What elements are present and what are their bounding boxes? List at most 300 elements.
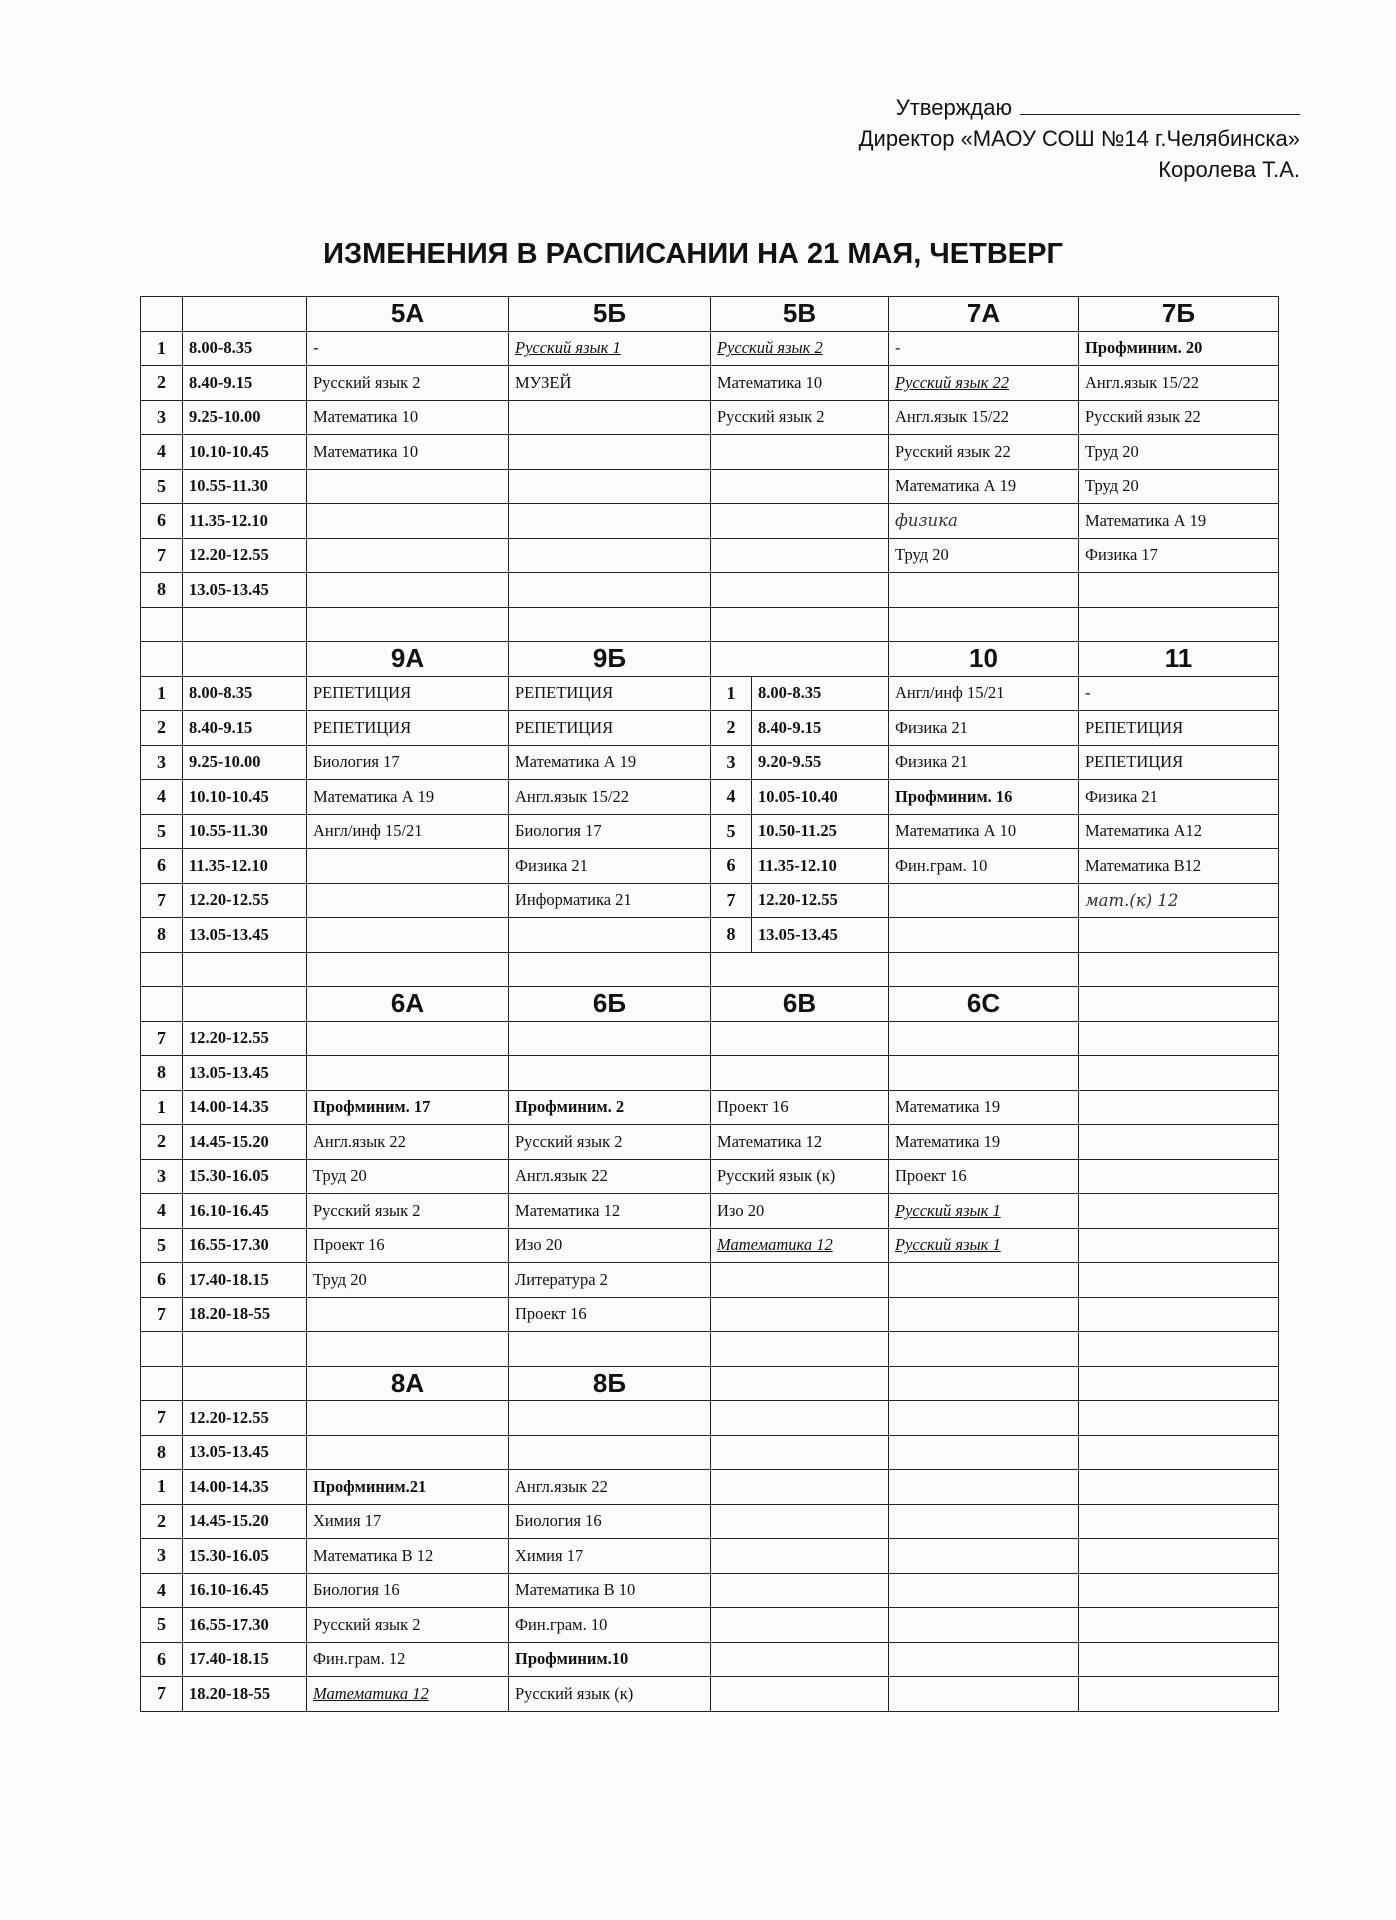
lesson-cell [711, 1297, 889, 1332]
lesson-cell [889, 1677, 1079, 1712]
lesson-time: 14.45-15.20 [183, 1504, 307, 1539]
empty-cell [889, 607, 1079, 642]
class-name: 5Б [509, 297, 711, 332]
lesson-number: 4 [711, 780, 752, 814]
lesson-cell: Проект 16 [889, 1159, 1079, 1194]
lesson-cell: Русский язык 22 [1079, 400, 1279, 435]
class-name: 6В [711, 987, 889, 1022]
lesson-time: 8.40-9.15 [183, 711, 307, 746]
lesson-cell [1079, 1435, 1279, 1470]
lesson-number: 5 [141, 1608, 183, 1643]
lesson-time: 9.25-10.00 [183, 745, 307, 780]
lesson-number: 5 [141, 814, 183, 849]
lesson-cell [711, 1677, 889, 1712]
approval-block [859, 92, 1300, 185]
lesson-cell: Математика 10 [307, 400, 509, 435]
director-name: Королева Т.А. [1158, 157, 1300, 182]
lesson-cell: Математика 12 [509, 1194, 711, 1229]
lesson-cell: Физика 21 [889, 711, 1079, 746]
lesson-cell [889, 1263, 1079, 1298]
lesson-cell: РЕПЕТИЦИЯ [1079, 745, 1279, 780]
lesson-cell [889, 1056, 1079, 1091]
lesson-cell [509, 504, 711, 539]
lesson-number: 1 [141, 331, 183, 366]
lesson-cell [509, 1021, 711, 1056]
lesson-time: 16.10-16.45 [183, 1194, 307, 1229]
class-name: 9А [307, 642, 509, 677]
class-name: 6А [307, 987, 509, 1022]
lesson-number: 1 [141, 676, 183, 711]
lesson-row [141, 745, 1279, 780]
lesson-cell: Профминим. 20 [1079, 331, 1279, 366]
lesson-cell [307, 469, 509, 504]
lesson-time: 9.20-9.55 [758, 752, 822, 772]
lesson-number: 6 [141, 1642, 183, 1677]
blank-cell [183, 1366, 307, 1401]
empty-cell [509, 1332, 711, 1367]
lesson-number: 2 [141, 1504, 183, 1539]
lesson-cell: Физика 21 [889, 745, 1079, 780]
class-name: 7Б [1079, 297, 1279, 332]
empty-cell [711, 952, 889, 987]
lesson-cell: Изо 20 [711, 1194, 889, 1229]
lesson-cell: Англ.язык 15/22 [509, 780, 711, 815]
lesson-cell: Профминим. 2 [509, 1090, 711, 1125]
lesson-row [141, 1504, 1279, 1539]
lesson-number: 1 [711, 677, 752, 711]
lesson-cell: Русский язык (к) [509, 1677, 711, 1712]
lesson-cell [711, 1539, 889, 1574]
lesson-cell [509, 469, 711, 504]
lesson-cell [1079, 1573, 1279, 1608]
lesson-cell: Биология 17 [509, 814, 711, 849]
lesson-cell: Физика 21 [509, 849, 711, 884]
lesson-cell [889, 1435, 1079, 1470]
lesson-number: 8 [711, 918, 752, 952]
lesson-cell: РЕПЕТИЦИЯ [307, 711, 509, 746]
class-name [1079, 987, 1279, 1022]
lesson-row [141, 504, 1279, 539]
lesson-cell: РЕПЕТИЦИЯ [307, 676, 509, 711]
lesson-number: 6 [141, 849, 183, 884]
lesson-cell: Математика В12 [1079, 849, 1279, 884]
lesson-cell [711, 1504, 889, 1539]
lesson-number: 6 [711, 849, 752, 883]
lesson-cell [889, 1608, 1079, 1643]
lesson-number: 5 [711, 815, 752, 849]
lesson-cell: Математика А12 [1079, 814, 1279, 849]
lesson-cell [889, 1021, 1079, 1056]
lesson-cell [889, 883, 1079, 918]
lesson-row [141, 1435, 1279, 1470]
lesson-row [141, 918, 1279, 953]
lesson-cell: Русский язык 2 [711, 331, 889, 366]
lesson-cell: Профминим. 17 [307, 1090, 509, 1125]
lesson-cell: Математика А 19 [307, 780, 509, 815]
class-name [711, 1366, 889, 1401]
lesson-row [141, 538, 1279, 573]
lesson-cell: мат.(к) 12 [1079, 883, 1279, 918]
lesson-number: 4 [141, 435, 183, 470]
blank-cell [183, 642, 307, 677]
lesson-cell: РЕПЕТИЦИЯ [1079, 711, 1279, 746]
spacer-row [141, 952, 1279, 987]
lesson-number: 2 [711, 711, 752, 745]
lesson-time: 12.20-12.55 [183, 1021, 307, 1056]
lesson-row [141, 849, 1279, 884]
lesson-row [141, 366, 1279, 401]
class-name: 5В [711, 297, 889, 332]
lesson-row [141, 1470, 1279, 1505]
lesson-cell [711, 1470, 889, 1505]
lesson-time: 16.55-17.30 [183, 1228, 307, 1263]
lesson-cell [509, 918, 711, 953]
empty-cell [141, 607, 183, 642]
lesson-time: 17.40-18.15 [183, 1263, 307, 1298]
lesson-cell: Англ.язык 15/22 [1079, 366, 1279, 401]
lesson-row [141, 1573, 1279, 1608]
lesson-cell [889, 1470, 1079, 1505]
empty-cell [1079, 1332, 1279, 1367]
blank-cell [183, 987, 307, 1022]
lesson-row [141, 676, 1279, 711]
class-name [889, 1366, 1079, 1401]
title-text: ИЗМЕНЕНИЯ В РАСПИСАНИИ НА 21 МАЯ, ЧЕТВЕРГ [323, 238, 1063, 270]
empty-cell [183, 607, 307, 642]
lesson-number: 3 [141, 400, 183, 435]
lesson-cell [1079, 918, 1279, 953]
lesson-cell [711, 504, 889, 539]
lesson-cell [711, 1056, 889, 1091]
lesson-cell [1079, 1125, 1279, 1160]
lesson-cell: Англ.язык 22 [509, 1470, 711, 1505]
lesson-time: 13.05-13.45 [183, 1056, 307, 1091]
class-name [1079, 1366, 1279, 1401]
lesson-cell [711, 1401, 889, 1436]
lesson-cell: РЕПЕТИЦИЯ [509, 676, 711, 711]
lesson-cell [1079, 1504, 1279, 1539]
lesson-cell: Математика 12 [711, 1125, 889, 1160]
lesson-cell: Проект 16 [711, 1090, 889, 1125]
lesson-number: 7 [141, 1677, 183, 1712]
lesson-time: 18.20-18-55 [183, 1677, 307, 1712]
empty-cell [1079, 607, 1279, 642]
lesson-cell [1079, 1056, 1279, 1091]
lesson-cell: МУЗЕЙ [509, 366, 711, 401]
lesson-time: 12.20-12.55 [183, 1401, 307, 1436]
lesson-cell [307, 883, 509, 918]
lesson-cell [889, 1573, 1079, 1608]
lesson-number: 2 [141, 366, 183, 401]
empty-cell [307, 1332, 509, 1367]
class-header-row [141, 987, 1279, 1022]
lesson-cell [711, 435, 889, 470]
senior-time-cell [711, 676, 889, 711]
lesson-time: 8.40-9.15 [758, 717, 822, 737]
lesson-cell: Физика 17 [1079, 538, 1279, 573]
lesson-number: 8 [141, 1435, 183, 1470]
lesson-cell: Литература 2 [509, 1263, 711, 1298]
lesson-cell [307, 1401, 509, 1436]
senior-time-cell [711, 745, 889, 780]
lesson-row [141, 400, 1279, 435]
lesson-cell [307, 504, 509, 539]
lesson-time: 15.30-16.05 [183, 1159, 307, 1194]
class-name [711, 642, 889, 677]
lesson-cell: - [889, 331, 1079, 366]
empty-cell [889, 1332, 1079, 1367]
lesson-cell: Англ.язык 22 [307, 1125, 509, 1160]
lesson-time: 10.10-10.45 [183, 435, 307, 470]
senior-time-cell [711, 780, 889, 815]
lesson-number: 6 [141, 1263, 183, 1298]
senior-time-cell [711, 849, 889, 884]
lesson-cell: Математика 10 [711, 366, 889, 401]
lesson-cell: Химия 17 [509, 1539, 711, 1574]
lesson-time: 12.20-12.55 [183, 538, 307, 573]
lesson-time: 14.00-14.35 [183, 1470, 307, 1505]
lesson-number: 2 [141, 711, 183, 746]
lesson-cell: Фин.грам. 12 [307, 1642, 509, 1677]
lesson-cell [1079, 573, 1279, 608]
lesson-number: 3 [141, 1159, 183, 1194]
lesson-cell [509, 400, 711, 435]
lesson-cell: Математика А 19 [889, 469, 1079, 504]
lesson-cell: Англ.язык 15/22 [889, 400, 1079, 435]
senior-time-cell [711, 814, 889, 849]
lesson-cell [307, 1435, 509, 1470]
lesson-cell: Проект 16 [509, 1297, 711, 1332]
lesson-cell [711, 1263, 889, 1298]
lesson-row [141, 711, 1279, 746]
lesson-cell [509, 1056, 711, 1091]
lesson-cell: Химия 17 [307, 1504, 509, 1539]
lesson-cell: Англ.язык 22 [509, 1159, 711, 1194]
lesson-cell: Математика 12 [711, 1228, 889, 1263]
lesson-cell [889, 573, 1079, 608]
lesson-number: 4 [141, 780, 183, 815]
lesson-cell: Русский язык (к) [711, 1159, 889, 1194]
lesson-row [141, 1539, 1279, 1574]
empty-cell [889, 952, 1079, 987]
lesson-cell [889, 1539, 1079, 1574]
lesson-time: 10.55-11.30 [183, 469, 307, 504]
lesson-cell: Информатика 21 [509, 883, 711, 918]
lesson-cell [889, 1401, 1079, 1436]
lesson-number: 3 [141, 745, 183, 780]
lesson-time: 11.35-12.10 [183, 849, 307, 884]
lesson-row [141, 331, 1279, 366]
lesson-cell: Биология 17 [307, 745, 509, 780]
class-name: 10 [889, 642, 1079, 677]
lesson-cell: Труд 20 [1079, 469, 1279, 504]
lesson-number: 5 [141, 469, 183, 504]
empty-cell [509, 607, 711, 642]
blank-cell [141, 987, 183, 1022]
approve-line [859, 92, 1300, 123]
lesson-cell: РЕПЕТИЦИЯ [509, 711, 711, 746]
lesson-cell [307, 1297, 509, 1332]
lesson-number: 8 [141, 1056, 183, 1091]
lesson-row [141, 883, 1279, 918]
lesson-cell [1079, 1194, 1279, 1229]
blank-cell [141, 297, 183, 332]
lesson-row [141, 573, 1279, 608]
lesson-cell: Русский язык 2 [711, 400, 889, 435]
lesson-cell: Биология 16 [307, 1573, 509, 1608]
empty-cell [711, 1332, 889, 1367]
lesson-row [141, 780, 1279, 815]
lesson-cell: Русский язык 2 [307, 1194, 509, 1229]
lesson-time: 8.00-8.35 [183, 331, 307, 366]
lesson-time: 8.40-9.15 [183, 366, 307, 401]
lesson-cell [711, 1021, 889, 1056]
lesson-cell [1079, 1159, 1279, 1194]
lesson-row [141, 1297, 1279, 1332]
lesson-row [141, 1194, 1279, 1229]
lesson-number: 7 [141, 1401, 183, 1436]
blank-cell [141, 642, 183, 677]
lesson-cell: Русский язык 22 [889, 366, 1079, 401]
lesson-cell: Труд 20 [1079, 435, 1279, 470]
lesson-cell [1079, 1297, 1279, 1332]
lesson-cell [1079, 1470, 1279, 1505]
lesson-cell [1079, 1228, 1279, 1263]
lesson-time: 18.20-18-55 [183, 1297, 307, 1332]
lesson-cell [711, 1435, 889, 1470]
senior-time-cell [711, 918, 889, 953]
empty-cell [711, 607, 889, 642]
lesson-cell [711, 573, 889, 608]
lesson-row [141, 1642, 1279, 1677]
lesson-cell [889, 918, 1079, 953]
lesson-number: 7 [711, 884, 752, 918]
spacer-row [141, 1332, 1279, 1367]
lesson-cell [1079, 1677, 1279, 1712]
lesson-cell: Математика 12 [307, 1677, 509, 1712]
blank-cell [141, 1366, 183, 1401]
lesson-cell: Изо 20 [509, 1228, 711, 1263]
lesson-cell [1079, 1642, 1279, 1677]
class-name: 5А [307, 297, 509, 332]
lesson-cell: Русский язык 2 [509, 1125, 711, 1160]
class-name: 8А [307, 1366, 509, 1401]
lesson-cell: Труд 20 [307, 1263, 509, 1298]
lesson-number: 4 [141, 1573, 183, 1608]
lesson-cell: Фин.грам. 10 [889, 849, 1079, 884]
lesson-number: 6 [141, 504, 183, 539]
director-line: Директор «МАОУ СОШ №14 г.Челябинска» [858, 126, 1300, 151]
lesson-time: 12.20-12.55 [183, 883, 307, 918]
schedule-table [140, 296, 1279, 1712]
lesson-cell [889, 1297, 1079, 1332]
lesson-cell [1079, 1539, 1279, 1574]
lesson-number: 3 [711, 746, 752, 780]
lesson-cell: Математика В 12 [307, 1539, 509, 1574]
approve-label: Утверждаю [895, 95, 1012, 120]
lesson-cell [509, 1401, 711, 1436]
lesson-cell: Русский язык 22 [889, 435, 1079, 470]
empty-cell [141, 952, 183, 987]
lesson-cell: Математика А 19 [509, 745, 711, 780]
empty-cell [509, 952, 711, 987]
senior-time-cell [711, 711, 889, 746]
class-header-row [141, 642, 1279, 677]
lesson-cell [1079, 1608, 1279, 1643]
lesson-row [141, 435, 1279, 470]
lesson-number: 3 [141, 1539, 183, 1574]
lesson-row [141, 1021, 1279, 1056]
lesson-cell: Русский язык 1 [509, 331, 711, 366]
lesson-cell: физика [889, 504, 1079, 539]
lesson-number: 8 [141, 573, 183, 608]
lesson-row [141, 814, 1279, 849]
lesson-cell [307, 1021, 509, 1056]
lesson-number: 7 [141, 1297, 183, 1332]
lesson-cell: Математика А 10 [889, 814, 1079, 849]
lesson-cell: Проект 16 [307, 1228, 509, 1263]
lesson-cell: Труд 20 [307, 1159, 509, 1194]
lesson-cell: Математика 19 [889, 1090, 1079, 1125]
lesson-cell [307, 1056, 509, 1091]
class-header-row [141, 1366, 1279, 1401]
lesson-time: 14.45-15.20 [183, 1125, 307, 1160]
class-name: 6Б [509, 987, 711, 1022]
lesson-cell: Профминим.21 [307, 1470, 509, 1505]
lesson-time: 13.05-13.45 [183, 1435, 307, 1470]
lesson-time: 12.20-12.55 [758, 890, 838, 910]
lesson-number: 1 [141, 1470, 183, 1505]
lesson-time: 14.00-14.35 [183, 1090, 307, 1125]
lesson-cell [509, 573, 711, 608]
schedule-body [141, 297, 1279, 1712]
lesson-cell [307, 849, 509, 884]
lesson-time: 15.30-16.05 [183, 1539, 307, 1574]
empty-cell [183, 952, 307, 987]
lesson-cell [889, 1642, 1079, 1677]
lesson-cell [1079, 1021, 1279, 1056]
lesson-time: 8.00-8.35 [183, 676, 307, 711]
lesson-time: 17.40-18.15 [183, 1642, 307, 1677]
lesson-time: 13.05-13.45 [183, 573, 307, 608]
lesson-cell: Математика В 10 [509, 1573, 711, 1608]
lesson-number: 1 [141, 1090, 183, 1125]
lesson-cell [1079, 1263, 1279, 1298]
lesson-cell: Профминим. 16 [889, 780, 1079, 815]
lesson-row [141, 1677, 1279, 1712]
lesson-time: 10.10-10.45 [183, 780, 307, 815]
lesson-cell: Труд 20 [889, 538, 1079, 573]
lesson-cell: Биология 16 [509, 1504, 711, 1539]
lesson-time: 16.55-17.30 [183, 1608, 307, 1643]
senior-time-cell [711, 883, 889, 918]
lesson-cell: - [1079, 676, 1279, 711]
lesson-number: 4 [141, 1194, 183, 1229]
lesson-cell [711, 538, 889, 573]
lesson-cell [711, 1642, 889, 1677]
class-header-row [141, 297, 1279, 332]
lesson-number: 2 [141, 1125, 183, 1160]
lesson-number: 8 [141, 918, 183, 953]
lesson-cell: Профминим.10 [509, 1642, 711, 1677]
lesson-row [141, 1608, 1279, 1643]
lesson-time: 11.35-12.10 [183, 504, 307, 539]
lesson-cell [711, 1573, 889, 1608]
lesson-cell: Англ/инф 15/21 [307, 814, 509, 849]
class-name: 11 [1079, 642, 1279, 677]
lesson-number: 7 [141, 883, 183, 918]
signature-line [1020, 96, 1300, 115]
